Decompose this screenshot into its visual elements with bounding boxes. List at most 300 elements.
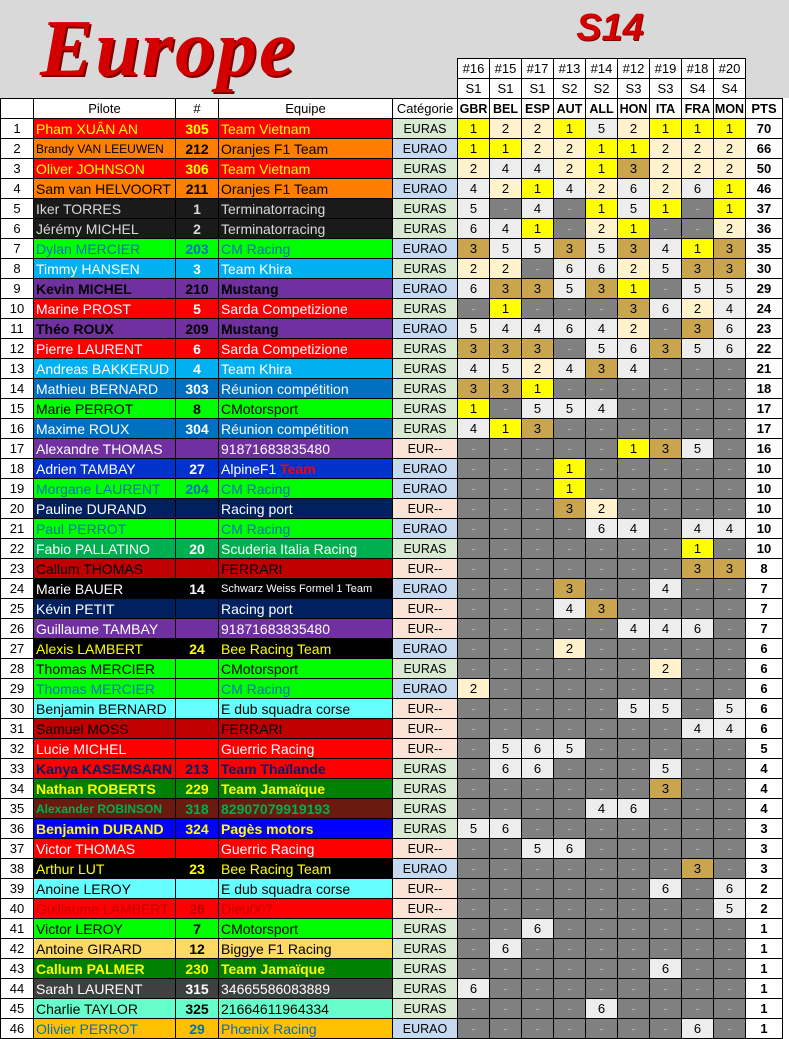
- result-cell: -: [650, 979, 682, 999]
- team-name-text: Terminatorracing: [221, 220, 326, 237]
- result-cell: 6: [586, 519, 618, 539]
- result-cell: -: [490, 859, 522, 879]
- category-cell: EUR--: [393, 839, 458, 859]
- result-cell: -: [682, 359, 714, 379]
- team-name-text: 91871683835480: [221, 620, 331, 637]
- car-number: 209: [176, 319, 219, 339]
- result-cell: -: [458, 599, 490, 619]
- team-name-text: Biggye F1 Racing: [221, 940, 332, 957]
- team-name: [219, 819, 393, 839]
- driver-row: [1, 899, 783, 919]
- round-number: #18: [682, 59, 714, 79]
- points-cell: 30: [746, 259, 783, 279]
- result-cell: -: [554, 999, 586, 1019]
- points-cell: 3: [746, 859, 783, 879]
- result-cell: -: [554, 899, 586, 919]
- team-name-text: Sarda Competizione: [221, 340, 348, 357]
- points-cell: 50: [746, 159, 783, 179]
- driver-name: Dylan MERCIER: [34, 239, 176, 259]
- team-name: [219, 1019, 393, 1039]
- team-name-text: CMotorsport: [221, 660, 299, 677]
- result-cell: -: [618, 479, 650, 499]
- result-cell: -: [618, 599, 650, 619]
- result-cell: -: [714, 439, 746, 459]
- team-name: [219, 419, 393, 439]
- result-cell: 3: [618, 299, 650, 319]
- number-header: #: [176, 99, 219, 119]
- result-cell: -: [714, 379, 746, 399]
- result-cell: 1: [554, 479, 586, 499]
- team-name: [219, 519, 393, 539]
- result-cell: -: [522, 1019, 554, 1039]
- result-cell: -: [586, 659, 618, 679]
- result-cell: 6: [714, 339, 746, 359]
- category-cell: EURAS: [393, 199, 458, 219]
- team-name: [219, 219, 393, 239]
- car-number: 3: [176, 259, 219, 279]
- category-cell: EURAS: [393, 119, 458, 139]
- result-cell: 4: [618, 619, 650, 639]
- car-number: [176, 719, 219, 739]
- category-cell: EURAO: [393, 579, 458, 599]
- result-cell: -: [522, 539, 554, 559]
- result-cell: -: [490, 699, 522, 719]
- points-cell: 1: [746, 939, 783, 959]
- team-name-text: Team Jamaïque: [221, 780, 326, 797]
- result-cell: 1: [522, 379, 554, 399]
- result-cell: 3: [618, 239, 650, 259]
- result-cell: -: [554, 439, 586, 459]
- points-cell: 22: [746, 339, 783, 359]
- team-name-text: E dub squadra corse: [221, 700, 351, 717]
- result-cell: 1: [618, 439, 650, 459]
- result-cell: -: [682, 799, 714, 819]
- category-cell: EUR--: [393, 899, 458, 919]
- rank-cell: 39: [1, 879, 34, 899]
- rank-cell: 31: [1, 719, 34, 739]
- result-cell: 1: [586, 199, 618, 219]
- result-cell: 1: [650, 199, 682, 219]
- result-cell: 2: [586, 219, 618, 239]
- driver-name: Pierre LAURENT: [34, 339, 176, 359]
- driver-name: Guillaume LAMBERT: [34, 899, 176, 919]
- result-cell: -: [554, 919, 586, 939]
- result-cell: 4: [522, 159, 554, 179]
- result-cell: 5: [522, 399, 554, 419]
- category-cell: EUR--: [393, 699, 458, 719]
- result-cell: 4: [458, 359, 490, 379]
- rounds-header-table: [457, 58, 746, 99]
- result-cell: 5: [490, 239, 522, 259]
- result-cell: 3: [554, 499, 586, 519]
- result-cell: -: [490, 479, 522, 499]
- result-cell: -: [522, 499, 554, 519]
- round-code-header: ITA: [650, 99, 682, 119]
- driver-row: [1, 999, 783, 1019]
- result-cell: -: [490, 899, 522, 919]
- result-cell: -: [682, 779, 714, 799]
- driver-name: Marie PERROT: [34, 399, 176, 419]
- driver-row: [1, 259, 783, 279]
- driver-row: [1, 659, 783, 679]
- team-name-text: Oranjes F1 Team: [221, 180, 329, 197]
- result-cell: -: [714, 579, 746, 599]
- team-name: [219, 999, 393, 1019]
- team-name-text: Mustang: [221, 320, 279, 337]
- result-cell: -: [554, 879, 586, 899]
- result-cell: -: [618, 839, 650, 859]
- category-cell: EURAS: [393, 799, 458, 819]
- round-number: #16: [458, 59, 490, 79]
- driver-row: [1, 599, 783, 619]
- result-cell: 3: [714, 239, 746, 259]
- team-name-text: CM Racing: [221, 680, 291, 697]
- result-cell: 3: [490, 339, 522, 359]
- driver-name: Paul PERROT: [34, 519, 176, 539]
- result-cell: 2: [682, 139, 714, 159]
- category-cell: EURAS: [393, 359, 458, 379]
- driver-name: Mathieu BERNARD: [34, 379, 176, 399]
- rank-cell: 21: [1, 519, 34, 539]
- car-number: 305: [176, 119, 219, 139]
- car-number: 212: [176, 139, 219, 159]
- result-cell: 3: [490, 279, 522, 299]
- driver-row: [1, 959, 783, 979]
- result-cell: 4: [522, 319, 554, 339]
- driver-name: Morgane LAURENT: [34, 479, 176, 499]
- team-name: [219, 979, 393, 999]
- category-cell: EURAS: [393, 379, 458, 399]
- season-label: S14: [576, 7, 644, 49]
- rank-cell: 43: [1, 959, 34, 979]
- driver-name: Jérémy MICHEL: [34, 219, 176, 239]
- category-cell: EURAS: [393, 259, 458, 279]
- points-cell: 10: [746, 499, 783, 519]
- points-cell: 18: [746, 379, 783, 399]
- rank-cell: 18: [1, 459, 34, 479]
- result-cell: -: [522, 459, 554, 479]
- car-number: 318: [176, 799, 219, 819]
- result-cell: 2: [586, 179, 618, 199]
- rank-cell: 9: [1, 279, 34, 299]
- points-cell: 21: [746, 359, 783, 379]
- result-cell: 4: [490, 159, 522, 179]
- points-cell: 16: [746, 439, 783, 459]
- driver-row: [1, 319, 783, 339]
- result-cell: -: [490, 779, 522, 799]
- driver-name: Maxime ROUX: [34, 419, 176, 439]
- car-number: 8: [176, 399, 219, 419]
- rank-cell: 44: [1, 979, 34, 999]
- result-cell: -: [458, 479, 490, 499]
- points-cell: 6: [746, 679, 783, 699]
- result-cell: -: [554, 419, 586, 439]
- result-cell: -: [554, 799, 586, 819]
- driver-row: [1, 919, 783, 939]
- round-number-row: [458, 59, 746, 79]
- result-cell: -: [458, 779, 490, 799]
- car-number: [176, 659, 219, 679]
- result-cell: -: [682, 219, 714, 239]
- rank-cell: 2: [1, 139, 34, 159]
- result-cell: -: [522, 259, 554, 279]
- result-cell: -: [490, 839, 522, 859]
- car-number: 6: [176, 339, 219, 359]
- result-cell: -: [714, 739, 746, 759]
- team-name-text: E dub squadra corse: [221, 880, 351, 897]
- points-cell: 4: [746, 759, 783, 779]
- rank-cell: 22: [1, 539, 34, 559]
- rank-cell: 4: [1, 179, 34, 199]
- car-number: 304: [176, 419, 219, 439]
- result-cell: -: [458, 579, 490, 599]
- result-cell: 2: [586, 499, 618, 519]
- result-cell: 1: [714, 179, 746, 199]
- column-header-row: [1, 99, 783, 119]
- result-cell: -: [522, 819, 554, 839]
- car-number: [176, 439, 219, 459]
- result-cell: -: [714, 839, 746, 859]
- result-cell: 4: [682, 719, 714, 739]
- rank-cell: 29: [1, 679, 34, 699]
- result-cell: 6: [522, 739, 554, 759]
- result-cell: -: [522, 439, 554, 459]
- driver-name: Marine PROST: [34, 299, 176, 319]
- points-cell: 8: [746, 559, 783, 579]
- category-cell: EURAS: [393, 419, 458, 439]
- driver-row: [1, 499, 783, 519]
- car-number: 204: [176, 479, 219, 499]
- result-cell: -: [650, 1019, 682, 1039]
- team-name: [219, 739, 393, 759]
- driver-row: [1, 459, 783, 479]
- points-cell: 6: [746, 699, 783, 719]
- result-cell: -: [650, 719, 682, 739]
- result-cell: -: [618, 579, 650, 599]
- category-cell: EURAS: [393, 959, 458, 979]
- car-number: 20: [176, 539, 219, 559]
- points-cell: 29: [746, 279, 783, 299]
- result-cell: 6: [682, 1019, 714, 1039]
- result-cell: -: [650, 819, 682, 839]
- result-cell: -: [554, 379, 586, 399]
- result-cell: -: [522, 939, 554, 959]
- points-cell: 10: [746, 459, 783, 479]
- team-name: [219, 639, 393, 659]
- round-code-header: HON: [618, 99, 650, 119]
- result-cell: -: [554, 859, 586, 879]
- result-cell: 5: [650, 699, 682, 719]
- team-name: [219, 479, 393, 499]
- result-cell: -: [650, 519, 682, 539]
- result-cell: -: [714, 359, 746, 379]
- result-cell: 2: [458, 259, 490, 279]
- result-cell: -: [714, 539, 746, 559]
- category-cell: EURAO: [393, 279, 458, 299]
- team-name-text: Phœnix Racing: [221, 1020, 317, 1037]
- driver-row: [1, 479, 783, 499]
- round-code-header: ALL: [586, 99, 618, 119]
- points-header: PTS: [746, 99, 783, 119]
- result-cell: -: [586, 439, 618, 459]
- result-cell: 6: [618, 179, 650, 199]
- driver-row: [1, 859, 783, 879]
- result-cell: -: [650, 399, 682, 419]
- rank-cell: 37: [1, 839, 34, 859]
- result-cell: -: [650, 379, 682, 399]
- result-cell: -: [714, 759, 746, 779]
- team-name: [219, 799, 393, 819]
- points-cell: 24: [746, 299, 783, 319]
- car-number: [176, 599, 219, 619]
- result-cell: -: [490, 719, 522, 739]
- result-cell: -: [490, 579, 522, 599]
- result-cell: 3: [458, 379, 490, 399]
- result-cell: 2: [714, 139, 746, 159]
- round-number: #14: [586, 59, 618, 79]
- result-cell: -: [618, 999, 650, 1019]
- team-name-text: Bee Racing Team: [221, 640, 332, 657]
- category-cell: EURAS: [393, 299, 458, 319]
- driver-row: [1, 379, 783, 399]
- result-cell: 1: [522, 219, 554, 239]
- points-cell: 1: [746, 1019, 783, 1039]
- result-cell: 4: [714, 719, 746, 739]
- rank-cell: 33: [1, 759, 34, 779]
- result-cell: -: [618, 659, 650, 679]
- result-cell: 3: [714, 259, 746, 279]
- result-cell: -: [682, 939, 714, 959]
- driver-row: [1, 559, 783, 579]
- result-cell: 1: [586, 139, 618, 159]
- result-cell: -: [554, 339, 586, 359]
- team-name-text: FERRARI: [221, 560, 283, 577]
- result-cell: -: [714, 959, 746, 979]
- rank-cell: 16: [1, 419, 34, 439]
- result-cell: 5: [682, 279, 714, 299]
- driver-name: Timmy HANSEN: [34, 259, 176, 279]
- result-cell: -: [490, 539, 522, 559]
- result-cell: -: [714, 659, 746, 679]
- category-cell: EUR--: [393, 499, 458, 519]
- rank-cell: 8: [1, 259, 34, 279]
- result-cell: -: [522, 979, 554, 999]
- result-cell: 3: [522, 339, 554, 359]
- driver-name: Alexis LAMBERT: [34, 639, 176, 659]
- result-cell: 6: [586, 999, 618, 1019]
- result-cell: -: [490, 619, 522, 639]
- result-cell: -: [618, 759, 650, 779]
- result-cell: 3: [554, 239, 586, 259]
- result-cell: -: [522, 559, 554, 579]
- result-cell: 6: [490, 939, 522, 959]
- result-cell: 2: [650, 179, 682, 199]
- round-code-header: GBR: [458, 99, 490, 119]
- team-name-text: 21664611964334: [221, 1000, 329, 1017]
- result-cell: 1: [618, 139, 650, 159]
- result-cell: 4: [682, 519, 714, 539]
- result-cell: 6: [682, 179, 714, 199]
- category-cell: EURAS: [393, 779, 458, 799]
- team-name: [219, 959, 393, 979]
- result-cell: -: [714, 459, 746, 479]
- team-name-text: CM Racing: [221, 480, 291, 497]
- team-name: [219, 679, 393, 699]
- result-cell: -: [682, 639, 714, 659]
- result-cell: -: [490, 999, 522, 1019]
- result-cell: 1: [490, 419, 522, 439]
- points-cell: 6: [746, 719, 783, 739]
- result-cell: -: [458, 879, 490, 899]
- result-cell: 1: [714, 119, 746, 139]
- result-cell: 5: [490, 359, 522, 379]
- result-cell: 6: [554, 319, 586, 339]
- result-cell: -: [586, 779, 618, 799]
- result-cell: -: [618, 859, 650, 879]
- driver-row: [1, 699, 783, 719]
- result-cell: -: [618, 899, 650, 919]
- round-split: S3: [618, 79, 650, 99]
- team-name-text: 91871683835480: [221, 440, 331, 457]
- rank-cell: 20: [1, 499, 34, 519]
- result-cell: -: [458, 959, 490, 979]
- result-cell: -: [458, 499, 490, 519]
- result-cell: -: [682, 979, 714, 999]
- result-cell: -: [650, 539, 682, 559]
- result-cell: -: [714, 479, 746, 499]
- round-split: S4: [714, 79, 746, 99]
- result-cell: -: [458, 519, 490, 539]
- team-name: [219, 599, 393, 619]
- result-cell: -: [650, 499, 682, 519]
- result-cell: -: [522, 799, 554, 819]
- points-cell: 6: [746, 659, 783, 679]
- driver-name: Benjamin DURAND: [34, 819, 176, 839]
- team-name-text: Mustang: [221, 280, 279, 297]
- result-cell: 2: [458, 159, 490, 179]
- round-split: S1: [522, 79, 554, 99]
- result-cell: -: [682, 659, 714, 679]
- result-cell: 6: [554, 839, 586, 859]
- result-cell: -: [490, 199, 522, 219]
- result-cell: -: [458, 859, 490, 879]
- result-cell: -: [586, 919, 618, 939]
- result-cell: -: [586, 879, 618, 899]
- result-cell: -: [554, 699, 586, 719]
- driver-row: [1, 159, 783, 179]
- driver-name: Fabio PALLATINO: [34, 539, 176, 559]
- result-cell: 4: [714, 519, 746, 539]
- result-cell: -: [458, 739, 490, 759]
- driver-name: Nathan ROBERTS: [34, 779, 176, 799]
- result-cell: -: [650, 459, 682, 479]
- points-cell: 17: [746, 419, 783, 439]
- points-cell: 1: [746, 999, 783, 1019]
- result-cell: 1: [554, 119, 586, 139]
- result-cell: 4: [650, 579, 682, 599]
- result-cell: -: [714, 419, 746, 439]
- car-number: 23: [176, 859, 219, 879]
- driver-name: Kevin MICHEL: [34, 279, 176, 299]
- result-cell: 4: [522, 199, 554, 219]
- result-cell: -: [650, 559, 682, 579]
- result-cell: -: [714, 679, 746, 699]
- result-cell: -: [554, 979, 586, 999]
- result-cell: -: [586, 859, 618, 879]
- result-cell: -: [682, 579, 714, 599]
- round-code-header: ESP: [522, 99, 554, 119]
- points-cell: 7: [746, 579, 783, 599]
